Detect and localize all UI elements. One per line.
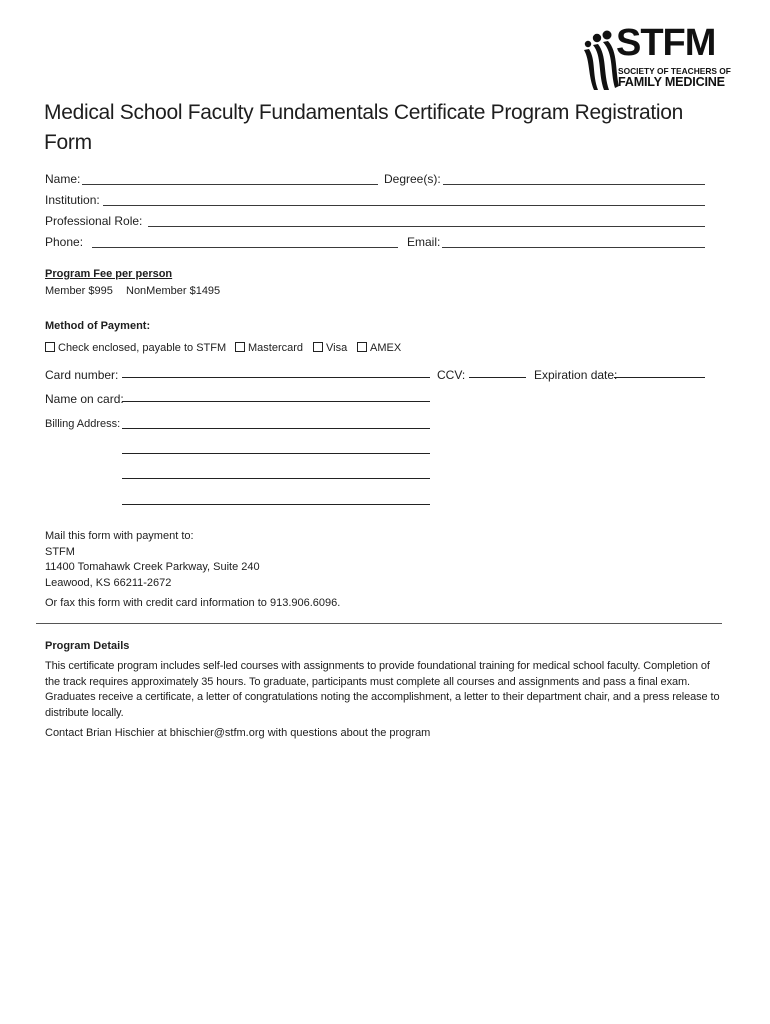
phone-field[interactable] xyxy=(92,247,398,248)
name-on-card-label: Name on card: xyxy=(45,392,124,406)
checkbox-icon[interactable] xyxy=(235,342,245,352)
family-figures-icon xyxy=(580,30,620,92)
fee-heading: Program Fee per person xyxy=(45,268,173,280)
professional-role-label: Professional Role: xyxy=(45,214,143,228)
checkbox-icon[interactable] xyxy=(357,342,367,352)
check-option[interactable] xyxy=(45,342,226,355)
section-divider xyxy=(36,623,722,624)
mastercard-option[interactable] xyxy=(235,342,303,355)
card-number-label: Card number: xyxy=(45,368,119,382)
member-fee: Member $995 xyxy=(45,285,113,297)
degrees-field[interactable] xyxy=(443,184,705,185)
contact-line: Contact Brian Hischier at bhischier@stfm.org with questions about the program xyxy=(45,727,431,739)
mailing-address xyxy=(45,529,260,591)
billing-address-line4[interactable] xyxy=(122,504,430,505)
professional-role-field[interactable] xyxy=(148,226,705,227)
mail-org: STFM xyxy=(45,545,75,558)
mail-street: 11400 Tomahawk Creek Parkway, Suite 240 xyxy=(45,561,260,574)
billing-address-line2[interactable] xyxy=(122,453,430,454)
visa-option-label: Visa xyxy=(326,342,348,354)
card-number-field[interactable] xyxy=(122,377,430,378)
logo-wordmark: STFM xyxy=(616,22,716,64)
page-title: Medical School Faculty Fundamentals Certificate Program Registration Form xyxy=(44,101,684,154)
logo-subtitle-line2: FAMILY MEDICINE xyxy=(618,75,725,89)
amex-option[interactable] xyxy=(357,342,401,355)
mastercard-option-label: Mastercard xyxy=(248,342,304,354)
fax-instructions: Or fax this form with credit card information to 913.906.6096. xyxy=(45,597,341,609)
checkbox-icon[interactable] xyxy=(45,342,55,352)
name-field[interactable] xyxy=(82,184,378,185)
email-field[interactable] xyxy=(442,247,705,248)
name-on-card-field[interactable] xyxy=(122,401,430,402)
institution-field[interactable] xyxy=(103,205,705,206)
logo-subtitle-line1: SOCIETY OF TEACHERS OF xyxy=(618,66,731,76)
phone-label: Phone: xyxy=(45,235,84,249)
expiration-field[interactable] xyxy=(614,377,705,378)
billing-address-line1[interactable] xyxy=(122,428,430,429)
mail-intro: Mail this form with payment to: xyxy=(45,530,194,542)
details-body: This certificate program includes self-led courses with assignments to provide foundational training for medical school faculty. Completion of the track requires approximately 35 hours. To graduate, participants must complete all courses and assignments and pass a final exam. Graduates receive a certificate, a letter of congratulations noting the accomplishment, a letter to their department chair, and a press release to distribute locally. xyxy=(45,660,720,719)
expiration-label: Expiration date: xyxy=(534,368,618,382)
ccv-field[interactable] xyxy=(469,377,526,378)
checkbox-icon[interactable] xyxy=(313,342,323,352)
email-label: Email: xyxy=(407,235,441,249)
stfm-logo xyxy=(580,22,731,92)
name-label: Name: xyxy=(45,172,81,186)
billing-address-line3[interactable] xyxy=(122,478,430,479)
details-heading: Program Details xyxy=(45,640,130,652)
mail-city: Leawood, KS 66211-2672 xyxy=(45,576,172,589)
amex-option-label: AMEX xyxy=(370,342,402,354)
visa-option[interactable] xyxy=(313,342,347,355)
nonmember-fee: NonMember $1495 xyxy=(126,285,221,297)
payment-heading: Method of Payment: xyxy=(45,320,151,332)
degrees-label: Degree(s): xyxy=(384,172,441,186)
ccv-label: CCV: xyxy=(437,368,466,382)
institution-label: Institution: xyxy=(45,193,100,207)
check-option-label: Check enclosed, payable to STFM xyxy=(58,342,227,354)
billing-address-label: Billing Address: xyxy=(45,418,121,430)
